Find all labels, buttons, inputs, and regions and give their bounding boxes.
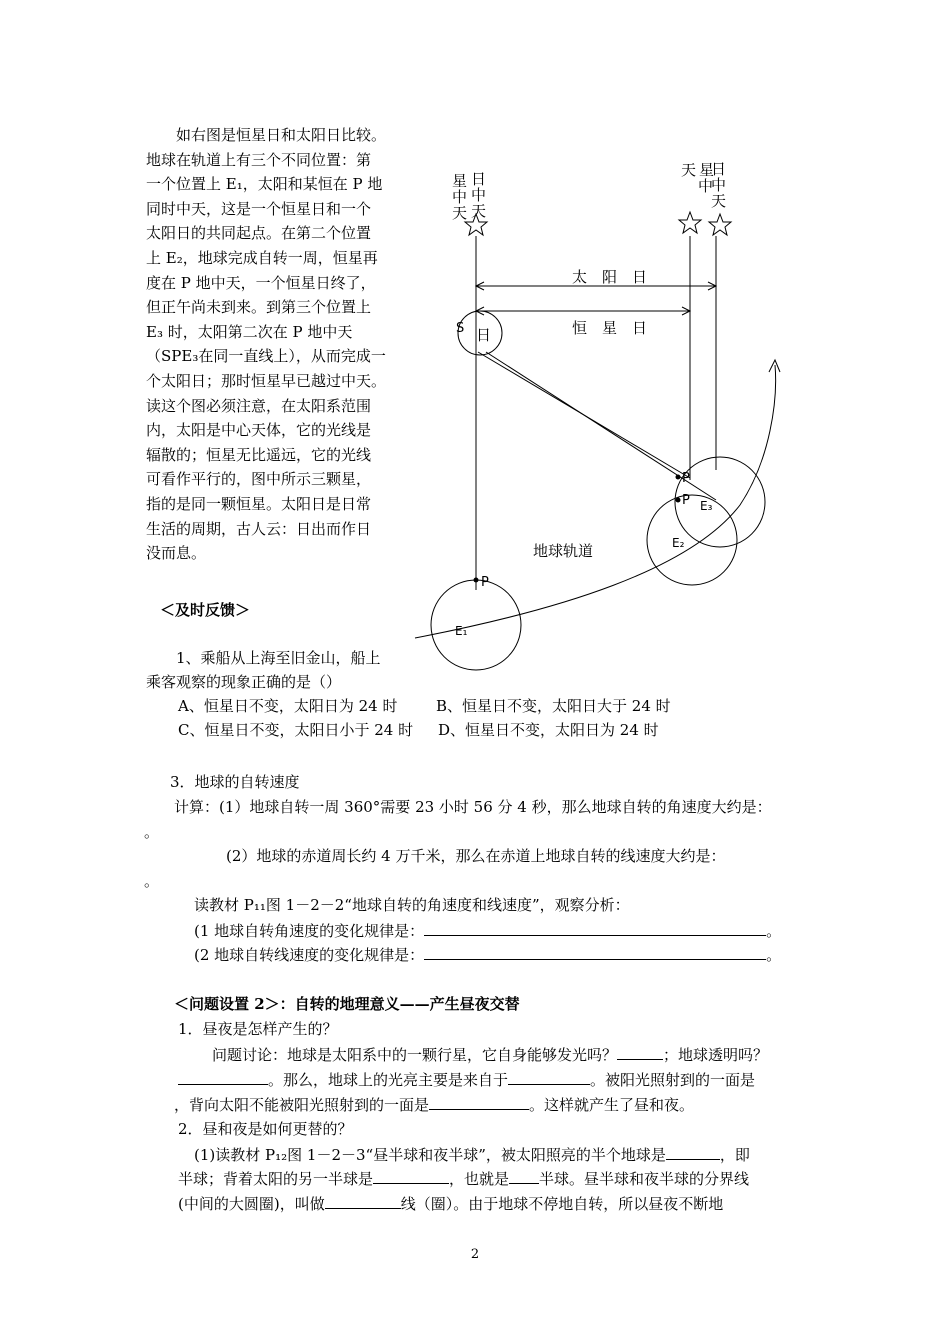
d1b: ；地球透明吗？ <box>663 1046 769 1064</box>
blank-source[interactable] <box>508 1069 590 1085</box>
problem2-heading: ＜问题设置 2＞：自转的地理意义——产生昼夜交替 <box>174 995 520 1013</box>
blank-night-side[interactable] <box>429 1094 529 1110</box>
intro-line: 上 E₂，地球完成自转一周，恒星再 <box>146 248 378 267</box>
label-right-sun: 中 <box>711 176 727 194</box>
d2a: 。那么，地球上的光亮主要是来自于 <box>268 1071 509 1089</box>
e3-label: E₃ <box>700 499 713 513</box>
blank-hemisphere[interactable] <box>509 1168 539 1184</box>
blank-other-half[interactable] <box>373 1168 449 1184</box>
star-icon <box>709 214 731 235</box>
intro-line: 同时中天，这是一个恒星日和一个 <box>146 199 372 218</box>
rule1-text: (1 地球自转角速度的变化规律是： <box>194 922 425 940</box>
label-star-transit: 天 <box>452 204 468 222</box>
rule2-end: 。 <box>766 946 782 964</box>
e2-label: E₂ <box>672 536 685 550</box>
intro-line: 度在 P 地中天，一个恒星日终了， <box>146 273 376 292</box>
label-right-sun: 天 <box>711 192 727 210</box>
sun-label: 日 <box>476 326 492 344</box>
intro-line: 个太阳日；那时恒星早已越过中天。 <box>146 371 387 390</box>
label-right-star: 星 <box>699 161 715 179</box>
rule1-end: 。 <box>766 922 782 940</box>
feedback-heading: ＜及时反馈＞ <box>160 601 251 619</box>
rule1-blank[interactable] <box>424 920 766 936</box>
problem2-discussion-1 <box>212 1044 768 1065</box>
problem2-read-1 <box>194 1144 750 1165</box>
intro-line: 辐散的；恒星无比遥远，它的光线 <box>146 445 372 464</box>
r2b: ，也就是 <box>449 1170 510 1188</box>
blank-light[interactable] <box>617 1044 663 1060</box>
label-sun-transit: 日 <box>471 170 487 188</box>
problem2-read-2 <box>178 1168 749 1189</box>
intro-line: 太阳日的共同起点。在第二个位置 <box>146 224 372 243</box>
problem2-read-3 <box>178 1193 723 1214</box>
p-label-e3: P <box>682 471 690 486</box>
blank-day-earth[interactable] <box>666 1144 720 1160</box>
label-right-sun: 日 <box>711 160 727 178</box>
option-b: B、恒星日不变，太阳日大于 24 时 <box>436 697 671 715</box>
label-right-mid: 中 <box>698 177 714 195</box>
q1-line1: 1、乘船从上海至旧金山，船上 <box>176 649 381 667</box>
option-c: C、恒星日不变，太阳日小于 24 时 <box>178 721 414 739</box>
intro-line: 指的是同一颗恒星。太阳日是日常 <box>146 494 372 513</box>
intro-line: （SPE₃在同一直线上），从而完成一 <box>146 347 386 366</box>
page-number: 2 <box>470 1247 480 1262</box>
intro-line: 地球在轨道上有三个不同位置：第 <box>146 150 372 169</box>
label-sun-transit: 中 <box>471 186 487 204</box>
d2b: 。被阳光照射到的一面是 <box>590 1071 756 1089</box>
r3a: (中间的大圆圈)，叫做 <box>178 1195 325 1213</box>
speed-calc2: (2）地球的赤道周长约 4 万千米，那么在赤道上地球自转的线速度大约是： <box>226 847 726 865</box>
sidereal-day-label: 恒 星 日 <box>572 319 648 337</box>
intro-line: E₃ 时，太阳第二次在 P 地中天 <box>146 322 353 341</box>
orbit-path <box>415 365 776 638</box>
speed-calc1: 计算：(1）地球自转一周 360°需要 23 小时 56 分 4 秒，那么地球自转的角速度大约是： <box>174 798 772 816</box>
option-d: D、恒星日不变，太阳日为 24 时 <box>438 721 659 739</box>
speed-rule1 <box>194 920 781 941</box>
problem2-q1: 1．昼夜是怎样产生的？ <box>178 1020 338 1038</box>
p-label-e1: P <box>481 575 489 590</box>
p-label-e2: P <box>682 493 690 508</box>
intro-line: 读这个图必须注意，在太阳系范围 <box>146 396 372 415</box>
speed-dot2: 。 <box>144 872 160 890</box>
problem2-q2: 2．昼和夜是如何更替的？ <box>178 1120 353 1138</box>
speed-read: 读教材 P₁₁图 1－2－2“地球自转的角速度和线速度”，观察分析： <box>194 896 630 914</box>
intro-line: 内，太阳是中心天体，它的光线是 <box>146 421 372 440</box>
r1a: (1)读教材 P₁₂图 1－2－3“昼半球和夜半球”，被太阳照亮的半个地球是 <box>194 1146 666 1164</box>
intro-line: 如右图是恒星日和太阳日比较。 <box>146 126 387 144</box>
blank-terminator[interactable] <box>325 1193 401 1209</box>
r2c: 半球。昼半球和夜半球的分界线 <box>539 1170 750 1188</box>
blank-transparent[interactable] <box>178 1069 268 1085</box>
sun-s-label: S <box>456 321 465 336</box>
label-star-transit: 中 <box>452 188 468 206</box>
intro-line: 但正午尚未到来。到第三个位置上 <box>146 298 372 317</box>
speed-heading: 3．地球的自转速度 <box>170 773 300 791</box>
intro-line: 没而息。 <box>146 544 207 563</box>
e1-label: E₁ <box>455 624 468 638</box>
r2a: 半球；背着太阳的另一半球是 <box>178 1170 374 1188</box>
r1b: ，即 <box>719 1146 750 1164</box>
d3a: ，背向太阳不能被阳光照射到的一面是 <box>174 1096 430 1114</box>
r3b: 线（圈）。由于地球不停地自转，所以昼夜不断地 <box>400 1195 724 1213</box>
problem2-discussion-2 <box>178 1069 755 1090</box>
d1a: 问题讨论：地球是太阳系中的一颗行星，它自身能够发光吗？ <box>212 1046 618 1064</box>
intro-line: 一个位置上 E₁，太阳和某恒在 P 地 <box>146 175 383 194</box>
earth-e2 <box>647 495 737 585</box>
label-sun-transit: 天 <box>471 202 487 220</box>
d3b: 。这样就产生了昼和夜。 <box>529 1096 695 1114</box>
star-icon <box>679 212 701 233</box>
rule2-blank[interactable] <box>424 944 766 960</box>
orbit-label: 地球轨道 <box>533 542 594 560</box>
intro-line: 生活的周期，古人云：日出而作日 <box>146 519 372 538</box>
speed-dot1: 。 <box>144 823 160 841</box>
q1-line2: 乘客观察的现象正确的是（） <box>146 673 342 691</box>
label-star-transit: 星 <box>452 172 468 190</box>
solar-day-label: 太 阳 日 <box>572 268 648 286</box>
rule2-text: (2 地球自转线速度的变化规律是： <box>194 946 425 964</box>
option-a: A、恒星日不变，太阳日为 24 时 <box>178 697 398 715</box>
problem2-discussion-3 <box>174 1094 694 1115</box>
speed-rule2 <box>194 944 781 965</box>
intro-line: 可看作平行的，图中所示三颗星， <box>146 470 372 489</box>
label-right-star: 天 <box>681 161 697 179</box>
